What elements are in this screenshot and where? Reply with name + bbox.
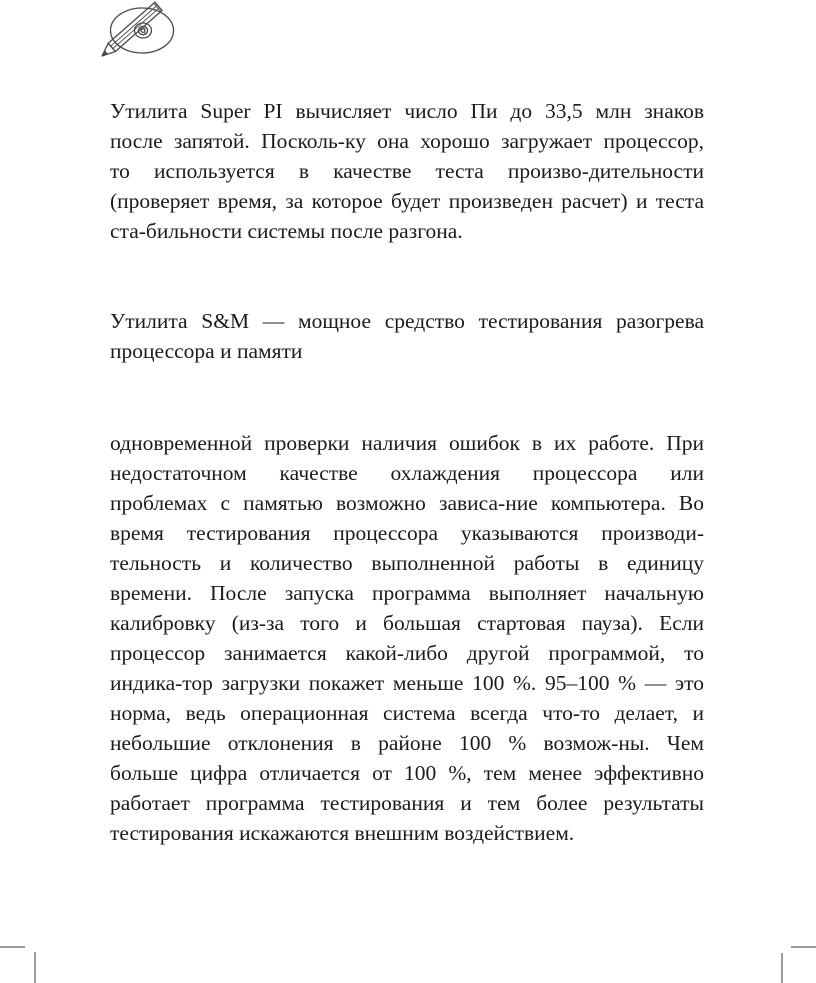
text-line: больше цифра отличается от 100 %, тем менее эффективно	[110, 761, 704, 785]
text-line: калибровку (из-за того и большая стартовая пауза). Если	[110, 611, 704, 635]
next-page-right-edge	[781, 953, 783, 983]
paragraph-sm-details	[110, 428, 704, 848]
text-line: тестирования искажаются внешним воздействием.	[110, 821, 575, 845]
paragraph-super-pi	[110, 96, 704, 246]
text-line: проблемах с памятью возможно зависа-ние компьютера. Во	[110, 491, 704, 515]
text-line: тельность и количество выполненной работы в единицу	[110, 551, 704, 575]
text-line: Утилита S&M — мощное средство тестирования разогрева	[110, 309, 704, 333]
text-line: недостаточном качестве охлаждения процессора или	[110, 461, 704, 485]
text-line: после запятой. Посколь-ку она хорошо загружает процессор,	[110, 129, 704, 153]
text-line: процессор занимается какой-либо другой программой, то	[110, 641, 704, 665]
pencil-cd-icon	[85, 0, 185, 65]
text-line: Утилита Super PI вычисляет число Пи до 33,5 млн знаков	[110, 99, 704, 123]
text-line: времени. После запуска программа выполняет начальную	[110, 581, 704, 605]
next-page-left-edge	[34, 952, 36, 983]
text-line: ста-бильности системы после разгона.	[110, 219, 463, 243]
text-line: норма, ведь операционная система всегда что-то делает, и	[110, 701, 704, 725]
cd-hub-ring	[135, 23, 152, 38]
text-line: (проверяет время, за которое будет произведен расчет) и теста	[110, 189, 704, 213]
text-line: небольшие отклонения в районе 100 % возмож-ны. Чем	[110, 731, 704, 755]
text-line: работает программа тестирования и тем более результаты	[110, 791, 704, 815]
page-bottom-edge-right	[791, 946, 816, 948]
text-line: то используется в качестве теста произво-дительности	[110, 159, 704, 183]
text-line: процессора и памяти	[110, 339, 303, 363]
paragraph-sm-intro	[110, 306, 704, 366]
page-bottom-edge-left	[0, 946, 25, 948]
text-line: одновременной проверки наличия ошибок в их работе. При	[110, 431, 704, 455]
text-line: время тестирования процессора указываются производи-	[110, 521, 704, 545]
text-content	[110, 96, 704, 848]
text-line: индика-тор загрузки покажет меньше 100 %. 95–100 % — это	[110, 671, 704, 695]
cd-disc-outline	[111, 8, 174, 53]
